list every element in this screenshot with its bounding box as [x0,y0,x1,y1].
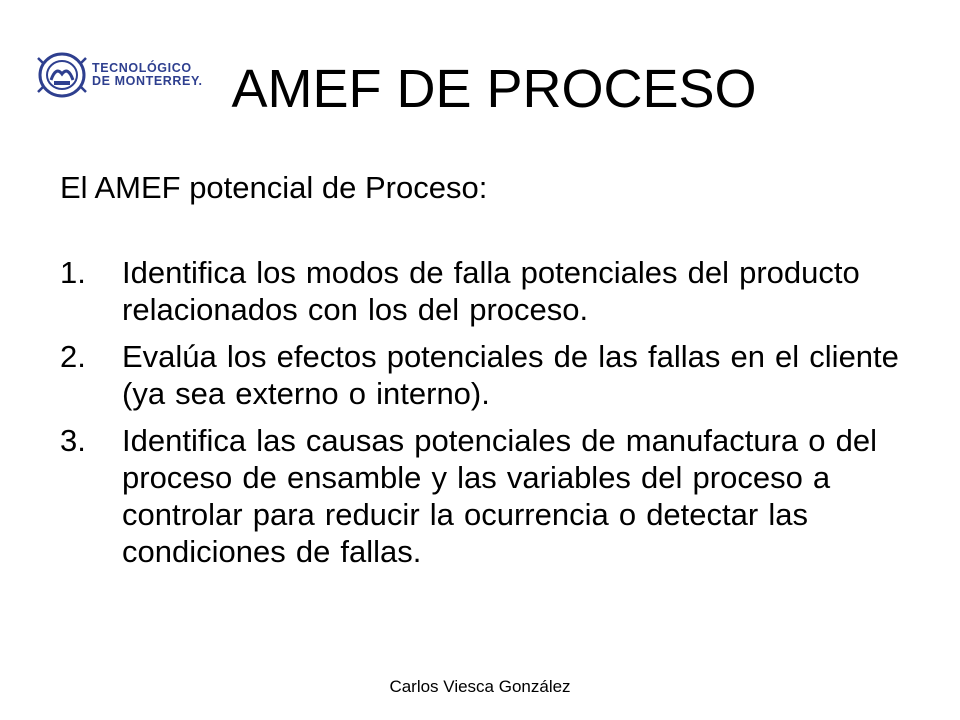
slide-intro: El AMEF potencial de Proceso: [60,170,488,205]
list-item-text: Evalúa los efectos potenciales de las fallas en el cliente (ya sea externo o interno). [122,339,899,411]
slide-footer-author: Carlos Viesca González [389,677,571,696]
list-item-number: 2. [60,339,86,374]
logo-line-1: TECNOLÓGICO [92,61,192,75]
logo-line-2: DE MONTERREY. [92,74,203,88]
list-item [60,254,900,328]
slide-title: AMEF DE PROCESO [231,59,757,119]
list-item [60,422,900,570]
list-item [60,338,900,412]
list-item-number: 3. [60,423,86,458]
list-item-number: 1. [60,255,86,290]
process-list [60,254,900,580]
list-item-text: Identifica las causas potenciales de manufactura o del proceso de ensamble y las variables del proceso a controlar para reducir la ocurrencia o detectar las condiciones de fallas. [122,423,877,569]
list-item-text: Identifica los modos de falla potenciales del producto relacionados con los del proceso. [122,255,860,327]
